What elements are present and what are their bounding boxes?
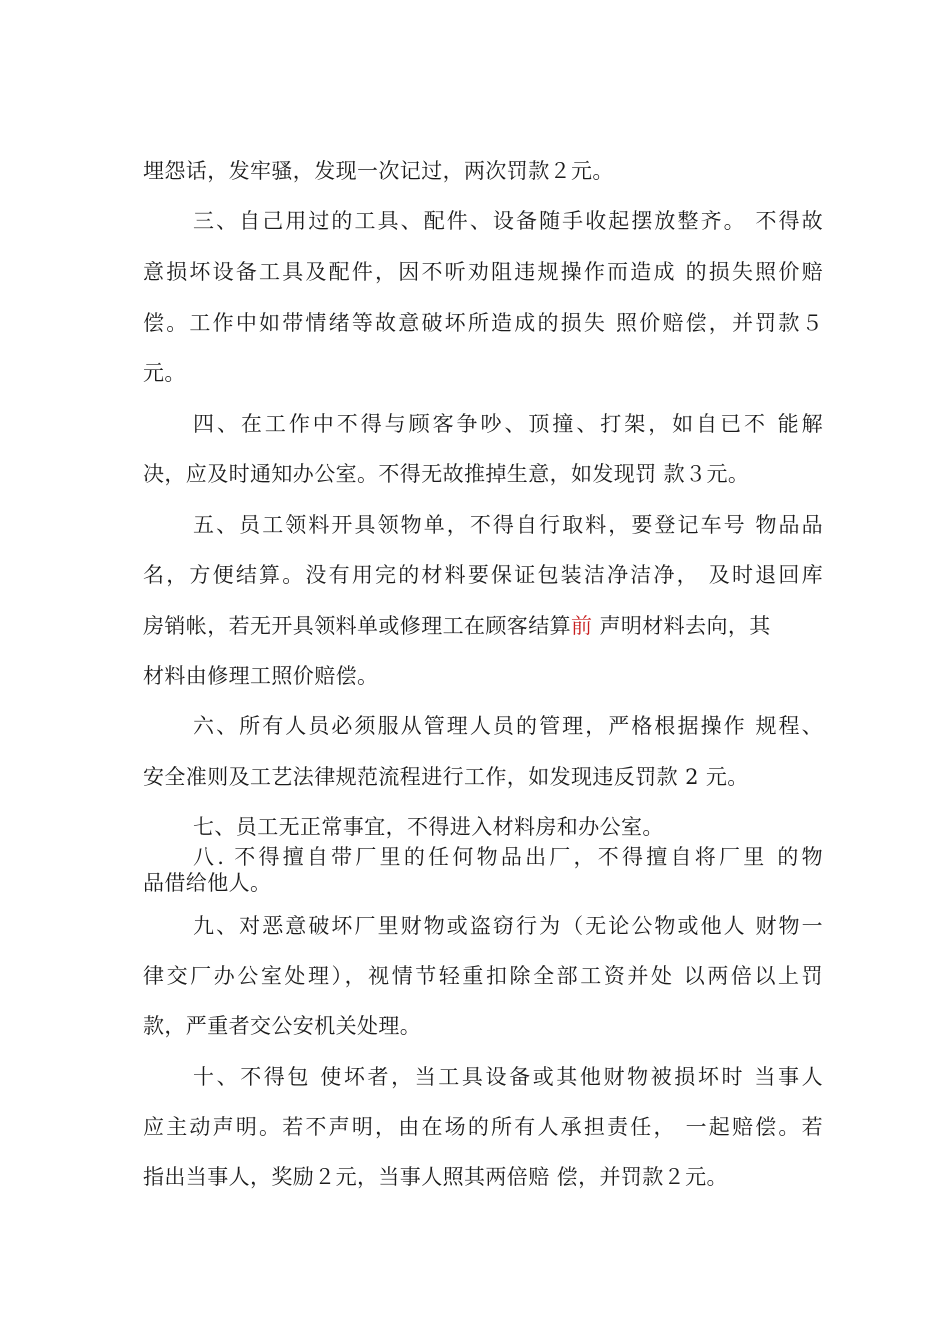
text-line: 决，应及时通知办公室。不得无故推掉生意，如发现罚 款３元。 xyxy=(143,462,750,486)
text-line: 九、对恶意破坏厂里财物或盗窃行为（无论公物或他人 财物一 xyxy=(193,914,823,938)
text-line: 材料由修理工照价赔偿。 xyxy=(143,664,379,688)
text-line: 元。 xyxy=(143,361,186,385)
text-line: 律交厂办公室处理），视情节轻重扣除全部工资并处 以两倍以上罚 xyxy=(143,964,823,988)
text-segment: 房销帐，若无开具领料单或修理工在顾客结算 xyxy=(143,614,571,638)
text-line xyxy=(143,611,823,641)
text-line: 品借给他人。 xyxy=(143,871,272,895)
text-line: 指出当事人，奖励２元，当事人照其两倍赔 偿，并罚款２元。 xyxy=(143,1165,728,1189)
text-line: 偿。工作中如带情绪等故意破坏所造成的损失 照价赔偿，并罚款５ xyxy=(143,311,823,335)
text-line: 四、在工作中不得与顾客争吵、顶撞、打架，如自已不 能解 xyxy=(193,412,823,436)
highlighted-text: 前 xyxy=(571,614,593,638)
text-line: 应主动声明。若不声明，由在场的所有人承担责任， 一起赔偿。若 xyxy=(143,1115,823,1139)
text-line: 七、员工无正常事宜，不得进入材料房和办公室。 xyxy=(193,815,664,839)
text-line: 安全准则及工艺法律规范流程进行工作，如发现违反罚款 2 元。 xyxy=(143,765,749,789)
text-line: 意损坏设备工具及配件，因不听劝阻违规操作而造成 的损失照价赔 xyxy=(143,260,823,284)
text-line: 名，方便结算。没有用完的材料要保证包装洁净洁净， 及时退回库 xyxy=(143,563,823,587)
text-line: 五、员工领料开具领物单，不得自行取料，要登记车号 物品品 xyxy=(193,513,823,537)
text-line: 三、自己用过的工具、配件、设备随手收起摆放整齐。 不得故 xyxy=(193,209,823,233)
text-line: 十、不得包 使坏者，当工具设备或其他财物被损坏时 当事人 xyxy=(193,1065,823,1089)
text-segment: 声明材料去向，其 xyxy=(592,614,771,638)
text-line: 六、所有人员必须服从管理人员的管理，严格根据操作 规程、 xyxy=(193,714,823,738)
text-line: 八. 不得擅自带厂里的任何物品出厂，不得擅自将厂里 的物 xyxy=(193,845,823,869)
text-line: 款，严重者交公安机关处理。 xyxy=(143,1014,422,1038)
text-line: 埋怨话，发牢骚，发现一次记过，两次罚款２元。 xyxy=(143,159,614,183)
